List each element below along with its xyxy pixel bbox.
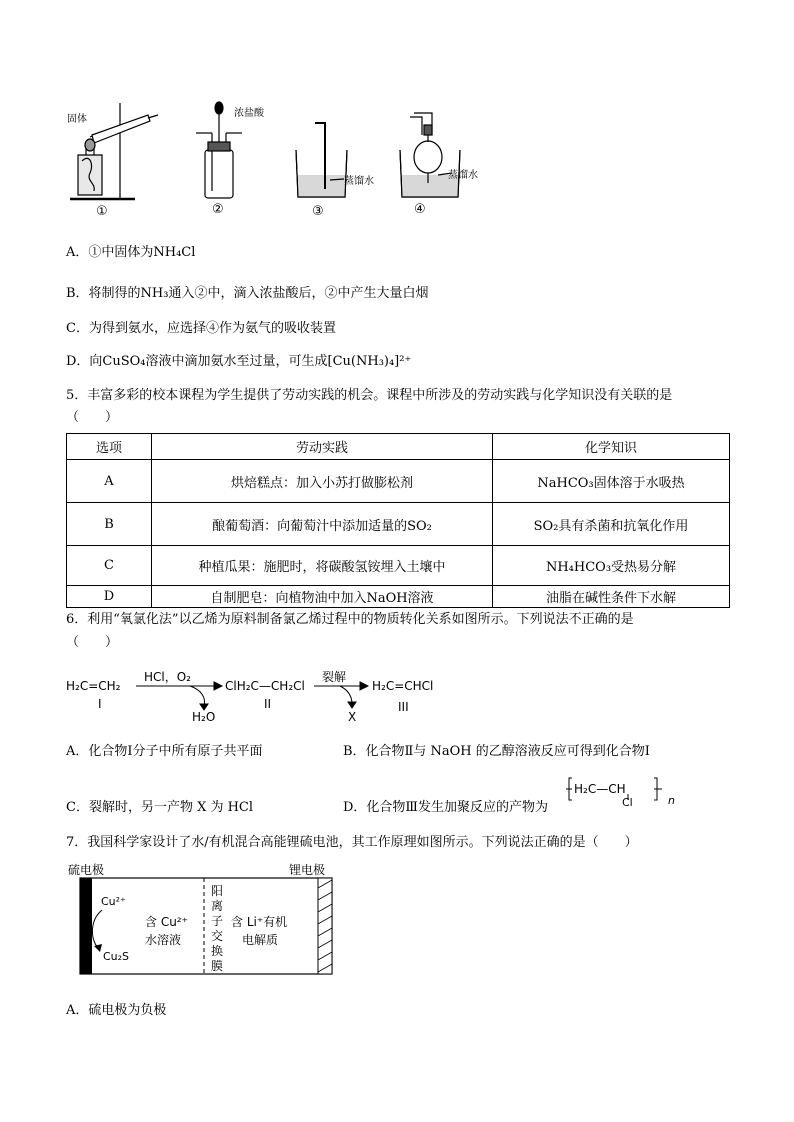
row-b-knowledge: SO₂具有杀菌和抗氧化作用 <box>493 503 730 546</box>
lithium-electrode-label: 锂电极 <box>289 863 326 877</box>
label-conc-hcl: 浓盐酸 <box>234 108 264 119</box>
label-distilled-water-3: 蒸馏水 <box>344 176 374 187</box>
apparatus-number-1: ① <box>96 204 108 219</box>
compound-2-label: II <box>264 697 272 711</box>
row-a-knowledge: NaHCO₃固体溶于水吸热 <box>493 460 730 503</box>
q6-option-d: D．化合物Ⅲ发生加聚反应的产物为 <box>343 800 548 815</box>
compound-1-label: I <box>98 697 102 711</box>
table-row <box>67 503 730 546</box>
membrane-char: 离 <box>210 899 223 913</box>
row-c-practice: 种植瓜果：施肥时，将碳酸氢铵埋入土壤中 <box>152 546 493 586</box>
label-distilled-water-4: 蒸馏水 <box>448 170 478 181</box>
membrane-label <box>210 884 224 974</box>
sulfur-electrode-label: 硫电极 <box>68 863 105 877</box>
q6-option-c: C．裂解时，另一产物 X 为 HCl <box>66 800 254 815</box>
q4-option-d: D．向CuSO₄溶液中滴加氨水至过量，可生成[Cu(NH₃)₄]²⁺ <box>66 354 412 369</box>
q6-stem: 6．利用“氧氯化法”以乙烯为原料制备氯乙烯过程中的物质转化关系如图所示。下列说法不正确的是 <box>66 612 634 627</box>
cu-ion-label: Cu²⁺ <box>101 895 126 908</box>
aqueous-label-1: 含 Cu²⁺ <box>145 915 188 929</box>
row-c-option: C <box>67 546 152 586</box>
q5-paren: （ ） <box>66 410 119 425</box>
membrane-char: 子 <box>210 914 223 928</box>
header-knowledge: 化学知识 <box>493 434 730 460</box>
header-practice: 劳动实践 <box>152 434 493 460</box>
compound-1: H₂C=CH₂ <box>66 679 121 693</box>
cu2s-label: Cu₂S <box>103 950 130 963</box>
table-row <box>67 586 730 608</box>
row-b-practice: 酿葡萄酒：向葡萄汁中添加适量的SO₂ <box>152 503 493 546</box>
organic-label-2: 电解质 <box>242 933 279 947</box>
row-d-option: D <box>67 586 152 608</box>
organic-label-1: 含 Li⁺有机 <box>231 915 288 929</box>
apparatus-figure <box>60 95 500 225</box>
row-b-option: B <box>67 503 152 546</box>
table-row <box>67 546 730 586</box>
apparatus-3 <box>296 123 347 197</box>
table-header-row <box>67 434 730 460</box>
q4-option-a: A．①中固体为NH₄Cl <box>66 245 196 260</box>
q4-option-c: C．为得到氨水，应选择④作为氨气的吸收装置 <box>66 321 336 336</box>
q7-stem: 7．我国科学家设计了水/有机混合高能锂硫电池，其工作原理如图所示。下列说法正确的是（ ） <box>66 835 638 850</box>
aqueous-label-2: 水溶液 <box>145 933 182 947</box>
apparatus-number-4: ④ <box>414 202 426 217</box>
header-option: 选项 <box>67 434 152 460</box>
compound-3: H₂C=CHCl <box>372 679 434 693</box>
q5-stem: 5．丰富多彩的校本课程为学生提供了劳动实践的机会。课程中所涉及的劳动实践与化学知识没有关联的是 <box>66 388 673 403</box>
q6-paren: （ ） <box>66 635 119 650</box>
byproduct-x: X <box>348 710 357 724</box>
compound-2: ClH₂C—CH₂Cl <box>225 679 305 693</box>
table-row <box>67 460 730 503</box>
reaction-scheme-arrows <box>60 660 440 730</box>
membrane-char: 交 <box>210 929 223 943</box>
q4-option-b: B．将制得的NH₃通入②中，滴入浓盐酸后，②中产生大量白烟 <box>66 286 429 301</box>
row-c-knowledge: NH₄HCO₃受热易分解 <box>493 546 730 586</box>
q5-table <box>66 433 730 608</box>
row-a-option: A <box>67 460 152 503</box>
q6-option-a: A．化合物Ⅰ分子中所有原子共平面 <box>66 744 263 759</box>
row-d-knowledge: 油脂在碱性条件下水解 <box>493 586 730 608</box>
byproduct-water: H₂O <box>192 710 216 724</box>
q6-option-b: B．化合物Ⅱ与 NaOH 的乙醇溶液反应可得到化合物Ⅰ <box>343 744 650 759</box>
compound-3-label: III <box>398 700 409 714</box>
polymer-repeat-unit: H₂C—CH <box>574 782 626 796</box>
row-d-practice: 自制肥皂：向植物油中加入NaOH溶液 <box>152 586 493 608</box>
reagent-2: 裂解 <box>322 670 347 684</box>
polymer-n: n <box>668 794 675 807</box>
label-solid: 固体 <box>67 114 87 125</box>
membrane-char: 换 <box>210 944 223 958</box>
membrane-char: 膜 <box>210 959 223 973</box>
polymer-cl: Cl <box>622 796 633 809</box>
reagent-1: HCl，O₂ <box>144 670 191 684</box>
row-a-practice: 烘焙糕点：加入小苏打做膨松剂 <box>152 460 493 503</box>
apparatus-4 <box>400 113 460 197</box>
membrane-char: 阳 <box>210 884 223 898</box>
q7-option-a: A．硫电极为负极 <box>66 1003 167 1018</box>
apparatus-number-3: ③ <box>312 204 324 219</box>
apparatus-number-2: ② <box>212 202 224 217</box>
